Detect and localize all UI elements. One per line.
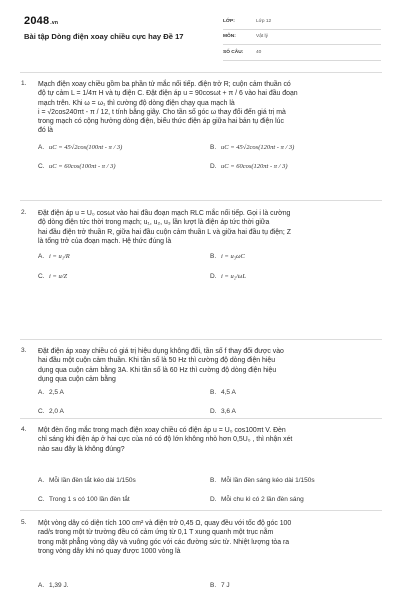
question-line: nào sau đây là không đúng? <box>38 445 125 453</box>
question-number: 3. <box>21 347 27 354</box>
option-letter: B. <box>210 144 217 151</box>
option-letter: D. <box>210 273 217 280</box>
option-c[interactable] <box>38 163 116 170</box>
site-logo[interactable]: 2048.vn <box>24 15 59 27</box>
option-text: Mỗi chu kì có 2 lần đèn sáng <box>221 496 304 503</box>
option-letter: B. <box>210 477 217 484</box>
option-d[interactable] <box>210 163 288 170</box>
option-a[interactable] <box>38 253 70 260</box>
divider <box>20 339 382 340</box>
question-number: 5. <box>21 519 27 526</box>
question-line: Mạch điện xoay chiều gồm ba phần tử mắc nối tiếp. điện trở R; cuộn cảm thuần có <box>38 81 291 88</box>
option-letter: A. <box>38 477 45 484</box>
divider <box>20 200 382 201</box>
document-title: Bài tập Dòng điện xoay chiều cực hay Đề 17 <box>24 32 184 41</box>
question-line: Một vòng dây có diện tích 100 cm² và điện trở 0,45 Ω, quay đều với tốc độ góc 100 <box>38 520 292 527</box>
option-letter: A. <box>38 389 45 396</box>
option-a[interactable] <box>38 477 136 484</box>
option-letter: C. <box>38 273 45 280</box>
option-text: i = u/Z <box>49 273 68 280</box>
option-b[interactable] <box>210 253 245 260</box>
option-c[interactable] <box>38 273 67 280</box>
option-a[interactable] <box>38 144 122 151</box>
option-text: i = u₁/R <box>49 253 70 260</box>
option-text: uC = 45√2cos(120πt - π / 3) <box>221 144 295 151</box>
option-text: uC = 60cos(100πt - π / 3) <box>49 163 116 170</box>
question-line: trong mặt phẳng vòng dây và vuông góc với các đường sức từ. Nhiệt lượng tỏa ra <box>38 538 290 546</box>
option-letter: C. <box>38 496 45 503</box>
option-b[interactable] <box>210 477 315 484</box>
option-text: Mỗi lần đèn tắt kéo dài 1/150s <box>49 477 136 484</box>
question-line: trong vòng dây khi nó quay được 1000 vòng là <box>38 547 181 555</box>
option-letter: B. <box>210 389 217 396</box>
question-line: hai đầu điện trở thuần R, giữa hai đầu cuộn cảm thuần L và giữa hai đầu tụ điện; Z <box>38 228 291 236</box>
question-line: Đặt điện áp xoay chiều có giá trị hiệu dụng không đổi, tần số f thay đổi được vào <box>38 348 284 355</box>
question-number: 4. <box>21 426 27 433</box>
option-letter: D. <box>210 408 217 415</box>
option-text: i = u₂/ωL <box>221 273 246 280</box>
option-b[interactable] <box>210 144 294 151</box>
question-line: độ tự cảm L = 1/4π H và tụ điện C. Đặt điện áp u = 90cosωt + π / 6 vào hai đầu đoạn <box>38 90 298 98</box>
divider <box>20 418 382 419</box>
option-c[interactable] <box>38 408 64 415</box>
question-text <box>38 80 380 136</box>
option-text: 2,0 A <box>49 408 64 415</box>
question-line: đó là <box>38 127 53 135</box>
question-line: là tổng trở của đoạn mạch. Hệ thức đúng là <box>38 237 172 245</box>
meta-value: Lớp 12 <box>256 18 272 24</box>
divider <box>20 510 382 511</box>
question-line: hai đầu một cuộn cảm thuần. Khi tần số là 50 Hz thì cường độ dòng điện hiệu <box>38 357 276 365</box>
page-header <box>0 0 400 58</box>
meta-row-question-count <box>223 45 381 61</box>
question-text <box>38 426 380 454</box>
question-line: Đặt điện áp u = U₀ cosωt vào hai đầu đoạn mạch RLC mắc nối tiếp. Gọi i là cường <box>38 210 291 217</box>
meta-value: 40 <box>256 49 262 55</box>
option-d[interactable] <box>210 408 236 415</box>
option-text: uC = 45√2cos(100πt - π / 3) <box>49 144 123 151</box>
option-text: uC = 60cos(120πt - π / 3) <box>221 163 288 170</box>
option-a[interactable] <box>38 389 64 396</box>
option-letter: A. <box>38 253 45 260</box>
option-b[interactable] <box>210 582 230 589</box>
option-c[interactable] <box>38 496 130 503</box>
question-number: 2. <box>21 209 27 216</box>
option-text: 7 J <box>221 582 230 589</box>
question-line: trong mạch có cộng hưởng dòng điện, biểu thức điện áp giữa hai bản tụ điện lúc <box>38 118 284 126</box>
option-text: 2,5 A <box>49 389 64 396</box>
option-text: 1,39 J. <box>49 582 69 589</box>
option-letter: C. <box>38 408 45 415</box>
option-text: i = u₃ωC <box>221 253 245 260</box>
option-letter: B. <box>210 582 217 589</box>
meta-row-subject <box>223 30 381 46</box>
question-text <box>38 519 380 556</box>
option-letter: D. <box>210 163 217 170</box>
question-line: mạch trên. Khi ω = ω₁ thì cường độ dòng điện chạy qua mạch là <box>38 99 235 107</box>
question-line: Một đèn ống mắc trong mạch điện xoay chiều có điện áp u = U₀ cos100πt V. Đèn <box>38 427 286 434</box>
divider <box>20 72 382 73</box>
meta-label: LỚP: <box>223 18 235 24</box>
question-text <box>38 347 380 384</box>
option-letter: D. <box>210 496 217 503</box>
meta-row-class <box>223 14 381 30</box>
option-text: Trong 1 s có 100 lần đèn tắt <box>49 496 130 503</box>
option-letter: A. <box>38 582 45 589</box>
question-line: độ dòng điện tức thời trong mạch; u₁, u₂, u₃ lần lượt là điện áp tức thời giữa <box>38 219 270 227</box>
meta-label: SỐ CÂU: <box>223 49 244 55</box>
question-line: dụng qua cuộn cảm bằng <box>38 375 116 383</box>
option-a[interactable] <box>38 582 69 589</box>
question-line: chỉ sáng khi điện áp ở hai cực của nó có độ lớn không nhỏ hơn 0,5U₀ , thì nhận xét <box>38 436 293 444</box>
question-line: dụng qua cuộn cảm bằng 3A. Khi tần số là 60 Hz thì cường độ dòng điện hiệu <box>38 366 277 374</box>
question-line: i = √2cos240πt - π / 12, t tính bằng giây. Cho tần số góc ω thay đổi đến giá trị mà <box>38 108 286 116</box>
option-letter: C. <box>38 163 45 170</box>
document-meta <box>223 14 381 61</box>
meta-value: Vật lý <box>256 34 268 40</box>
option-d[interactable] <box>210 496 304 503</box>
option-text: 4,5 A <box>221 389 236 396</box>
option-text: 3,6 A <box>221 408 236 415</box>
option-d[interactable] <box>210 273 246 280</box>
option-letter: A. <box>38 144 45 151</box>
question-text <box>38 209 380 246</box>
question-number: 1. <box>21 80 27 87</box>
question-line: rad/s trong một từ trường đều có cảm ứng từ 0,1 T xung quanh một trục nằm <box>38 529 274 537</box>
option-letter: B. <box>210 253 217 260</box>
option-text: Mỗi lần đèn sáng kéo dài 1/150s <box>221 477 315 484</box>
option-b[interactable] <box>210 389 236 396</box>
meta-label: MÔN: <box>223 34 236 40</box>
